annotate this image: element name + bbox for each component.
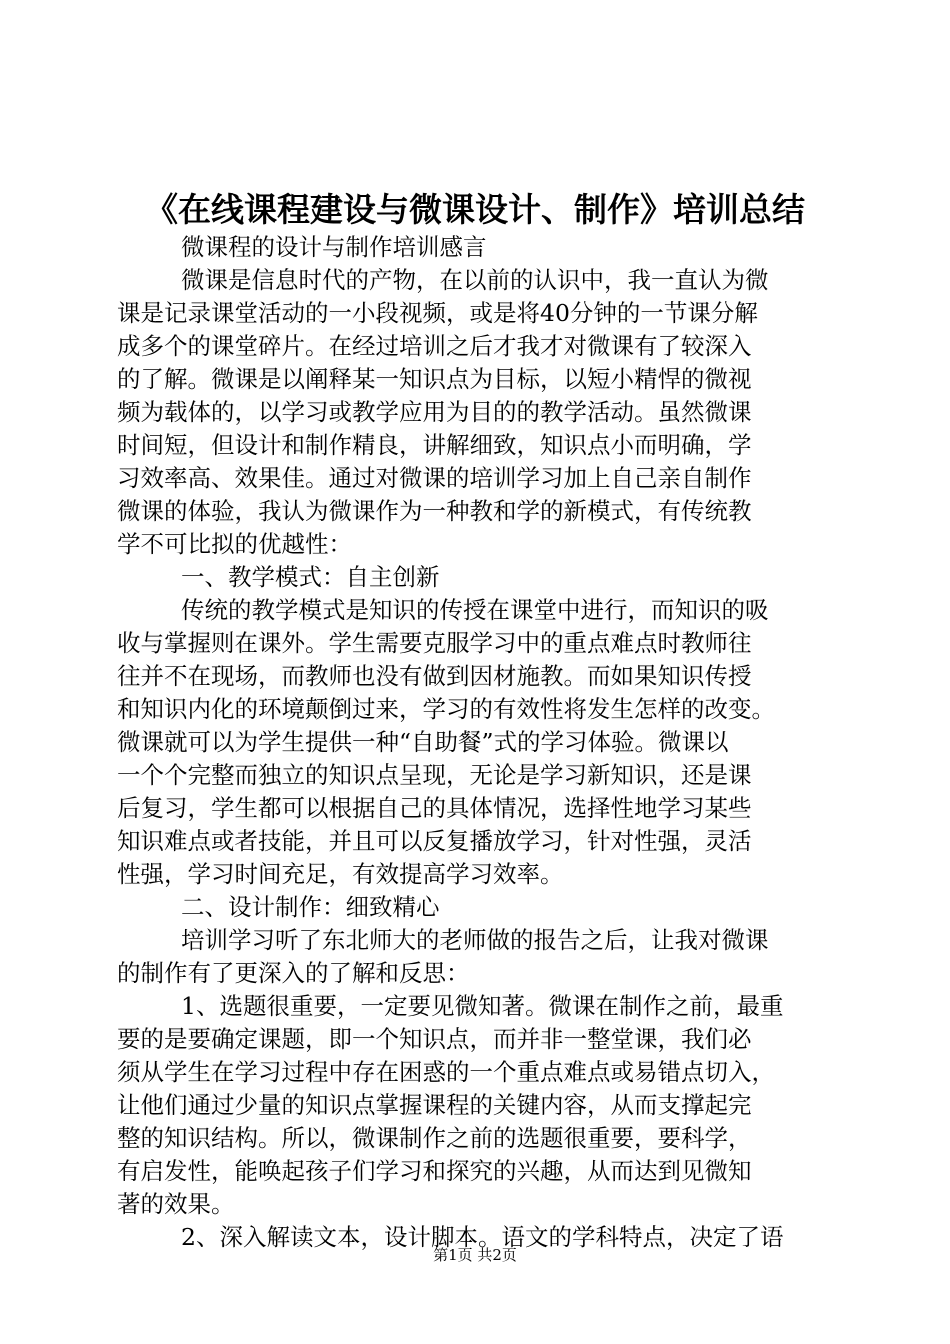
paragraph-line: 时间短，但设计和制作精良，讲解细致，知识点小而明确，学: [117, 431, 752, 459]
paragraph-line: 的制作有了更深入的了解和反思：: [117, 959, 470, 987]
paragraph-line: 微课程的设计与制作培训感言: [181, 233, 487, 261]
paragraph-line: 频为载体的，以学习或教学应用为目的的教学活动。虽然微课: [117, 398, 752, 426]
paragraph-line: 整的知识结构。所以，微课制作之前的选题很重要，要科学，: [117, 1124, 752, 1152]
paragraph-line: 微课的体验，我认为微课作为一种教和学的新模式，有传统教: [117, 497, 752, 525]
paragraph-line: 成多个的课堂碎片。在经过培训之后才我才对微课有了较深入: [117, 332, 752, 360]
paragraph-line: 收与掌握则在课外。学生需要克服学习中的重点难点时教师往: [117, 629, 752, 657]
paragraph-line: 学不可比拟的优越性：: [117, 530, 352, 558]
paragraph-line: 须从学生在学习过程中存在困惑的一个重点难点或易错点切入，: [117, 1058, 775, 1086]
document-title: 《在线课程建设与微课设计、制作》培训总结: [145, 190, 805, 229]
paragraph-line: 有启发性，能唤起孩子们学习和探究的兴趣，从而达到见微知: [117, 1157, 752, 1185]
paragraph-line: 微课是信息时代的产物，在以前的认识中，我一直认为微: [181, 266, 769, 294]
paragraph-line: 的了解。微课是以阐释某一知识点为目标，以短小精悍的微视: [117, 365, 752, 393]
page-footer: 第1页 共2页: [433, 1246, 517, 1264]
paragraph-line: 1、选题很重要，一定要见微知著。微课在制作之前，最重: [181, 992, 784, 1020]
paragraph-line: 传统的教学模式是知识的传授在课堂中进行，而知识的吸: [181, 596, 769, 624]
paragraph-line: 二、设计制作：细致精心: [181, 893, 440, 921]
paragraph-line: 一个个完整而独立的知识点呈现，无论是学习新知识，还是课: [117, 761, 752, 789]
paragraph-line: 让他们通过少量的知识点掌握课程的关键内容，从而支撑起完: [117, 1091, 752, 1119]
paragraph-line: 课是记录课堂活动的一小段视频，或是将40分钟的一节课分解: [117, 299, 758, 327]
paragraph-line: 习效率高、效果佳。通过对微课的培训学习加上自己亲自制作: [117, 464, 752, 492]
document-body: [117, 231, 833, 1254]
paragraph-line: 著的效果。: [117, 1190, 235, 1218]
paragraph-line: 一、教学模式：自主创新: [181, 563, 440, 591]
paragraph-line: 性强，学习时间充足，有效提高学习效率。: [117, 860, 564, 888]
paragraph-line: 和知识内化的环境颠倒过来，学习的有效性将发生怎样的改变。: [117, 695, 775, 723]
paragraph-line: 要的是要确定课题，即一个知识点，而并非一整堂课，我们必: [117, 1025, 752, 1053]
paragraph-line: 知识难点或者技能，并且可以反复播放学习，针对性强，灵活: [117, 827, 752, 855]
paragraph-line: 往并不在现场，而教师也没有做到因材施教。而如果知识传授: [117, 662, 752, 690]
paragraph-line: 2、深入解读文本，设计脚本。语文的学科特点，决定了语: [181, 1223, 784, 1251]
paragraph-line: 后复习，学生都可以根据自己的具体情况，选择性地学习某些: [117, 794, 752, 822]
paragraph-line: 培训学习听了东北师大的老师做的报告之后，让我对微课: [181, 926, 769, 954]
paragraph-line: 微课就可以为学生提供一种“自助餐”式的学习体验。微课以: [117, 728, 729, 756]
